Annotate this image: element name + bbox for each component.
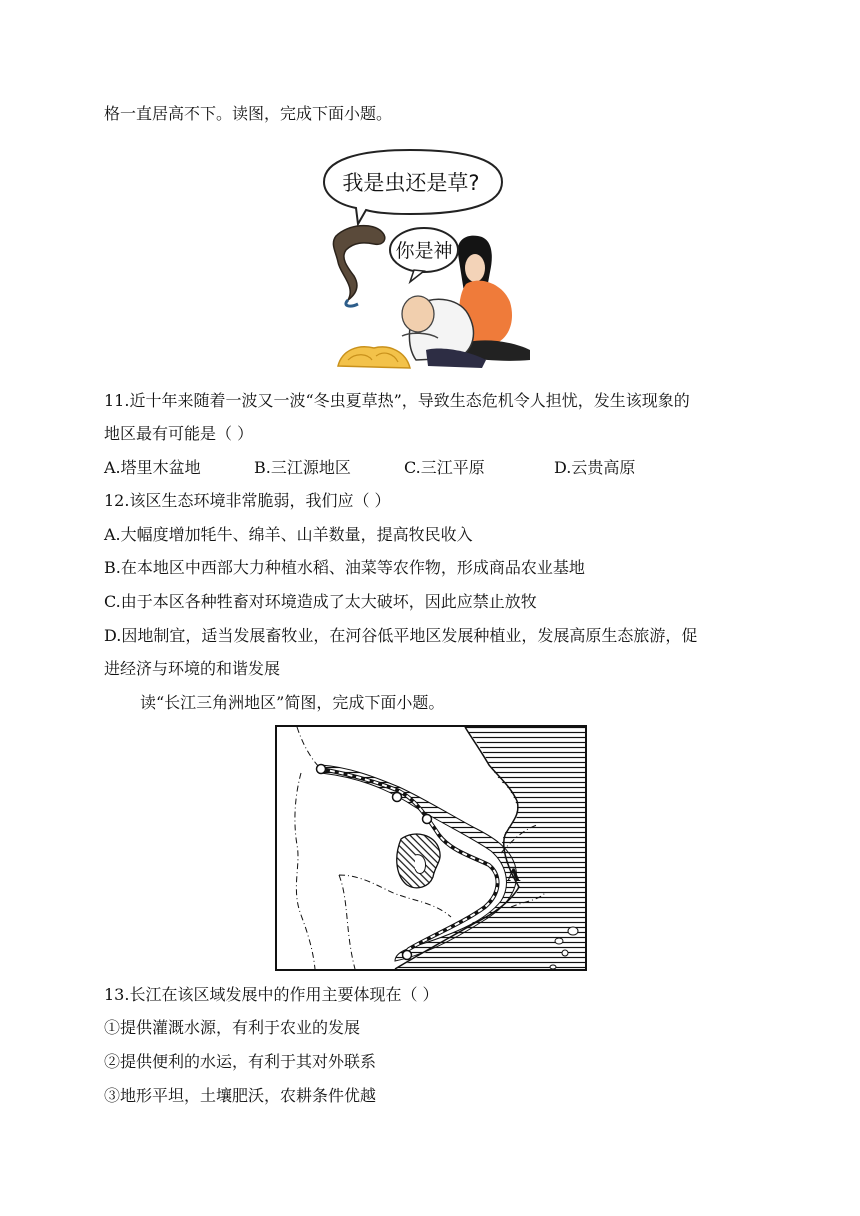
bubble-top-text: 我是虫还是草? <box>342 171 480 195</box>
q13-statement-2: ②提供便利的水运，有利于其对外联系 <box>104 1052 377 1071</box>
q12-option-c: C.由于本区各种牲畜对环境造成了太大破坏，因此应禁止放牧 <box>104 592 537 611</box>
q12-option-b: B.在本地区中西部大力种植水稻、油菜等农作物，形成商品农业基地 <box>104 558 585 577</box>
q13-stem: 13.长江在该区域发展中的作用主要体现在（ ） <box>104 985 439 1004</box>
q11-option-d: D.云贵高原 <box>554 458 636 477</box>
bubble-inner-text: 你是神 <box>395 240 453 262</box>
q11-option-c: C.三江平原 <box>404 458 485 477</box>
lead-line: 格一直居高不下。读图，完成下面小题。 <box>104 104 393 123</box>
q11-option-a: A.塔里木盆地 <box>104 458 201 477</box>
q12-stem: 12.该区生态环境非常脆弱，我们应（ ） <box>104 491 391 510</box>
q11-option-b: B.三江源地区 <box>254 458 351 477</box>
cartoon-figure <box>318 146 538 374</box>
q11-stem-line2: 地区最有可能是（ ） <box>104 424 254 443</box>
q13-statement-1: ①提供灌溉水源，有利于农业的发展 <box>104 1018 361 1037</box>
q11-stem-line1: 11.近十年来随着一波又一波“冬虫夏草热”，导致生态危机令人担忧，发生该现象的 <box>104 391 690 410</box>
q12-option-d-line1: D.因地制宜，适当发展畜牧业，在河谷低平地区发展种植业，发展高原生态旅游，促 <box>104 626 698 645</box>
yangtze-delta-map <box>275 725 587 971</box>
q13-statement-3: ③地形平坦，土壤肥沃，农耕条件优越 <box>104 1086 377 1105</box>
q12-option-a: A.大幅度增加牦牛、绵羊、山羊数量，提高牧民收入 <box>104 525 473 544</box>
map-label-a: A <box>507 866 521 886</box>
q12-option-d-line2: 进经济与环境的和谐发展 <box>104 659 281 678</box>
map-intro: 读“长江三角洲地区”简图，完成下面小题。 <box>140 693 445 712</box>
